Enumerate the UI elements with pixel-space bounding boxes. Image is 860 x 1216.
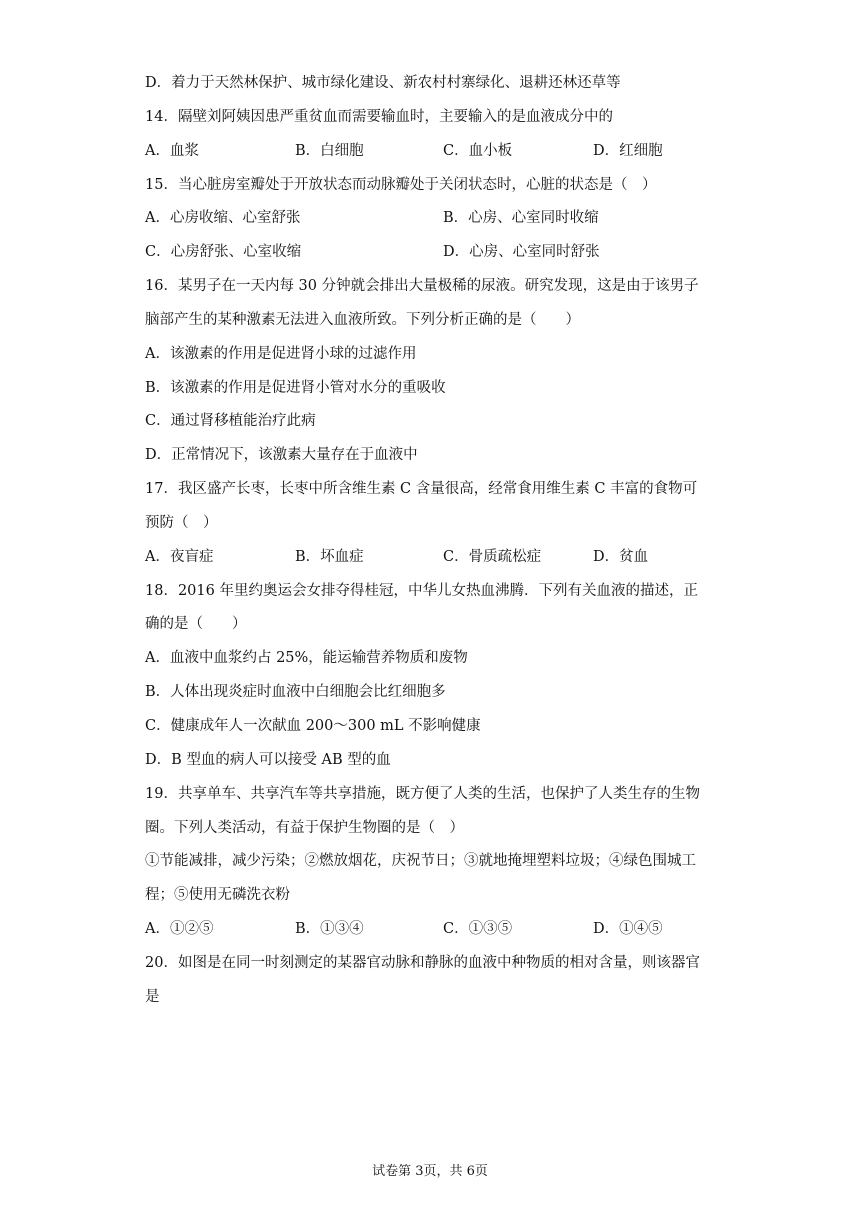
q16-option-c: C．通过肾移植能治疗此病 (145, 413, 316, 429)
q15-option-c: C．心房舒张、心室收缩 (145, 244, 302, 260)
q16-option-d: D．正常情况下，该激素大量存在于血液中 (145, 447, 418, 463)
q20-stem-line1: 20．如图是在同一时刻测定的某器官动脉和静脉的血液中种物质的相对含量，则该器官 (145, 955, 700, 971)
q17-option-c: C．骨质疏松症 (443, 549, 542, 565)
q16-stem-line1: 16．某男子在一天内每 30 分钟就会排出大量极稀的尿液。研究发现，这是由于该男子 (145, 278, 699, 294)
q16-option-a: A．该激素的作用是促进肾小球的过滤作用 (145, 346, 417, 362)
q15-option-d: D．心房、心室同时舒张 (443, 244, 600, 260)
q14-option-a: A．血浆 (145, 143, 199, 159)
q18-option-a: A．血液中血浆约占 25%，能运输营养物质和废物 (145, 650, 468, 666)
q14-stem: 14．隔壁刘阿姨因患严重贫血而需要输血时，主要输入的是血液成分中的 (145, 109, 613, 125)
q17-option-b: B．坏血症 (295, 549, 364, 565)
q18-option-c: C．健康成年人一次献血 200～300 mL 不影响健康 (145, 718, 481, 734)
q20-stem-line2: 是 (145, 989, 160, 1005)
q15-option-b: B．心房、心室同时收缩 (443, 210, 599, 226)
q16-option-b: B．该激素的作用是促进肾小管对水分的重吸收 (145, 380, 446, 396)
q18-stem-line2: 确的是（ ） (145, 616, 247, 632)
page-footer: 试卷第 3页，共 6页 (372, 1164, 488, 1179)
q19-choices-line1: ①节能减排，减少污染；②燃放烟花，庆祝节日；③就地掩埋塑料垃圾；④绿色围城工 (145, 853, 696, 869)
q18-option-b: B．人体出现炎症时血液中白细胞会比红细胞多 (145, 684, 446, 700)
q14-option-b: B．白细胞 (295, 143, 364, 159)
q19-option-c: C．①③⑤ (443, 921, 513, 937)
q15-option-a: A．心房收缩、心室舒张 (145, 210, 301, 226)
q19-option-a: A．①②⑤ (145, 921, 214, 937)
q13-option-d: D．着力于天然林保护、城市绿化建设、新农村村寨绿化、退耕还林还草等 (145, 75, 621, 91)
q19-stem-line2: 圈。下列人类活动，有益于保护生物圈的是（ ） (145, 820, 464, 836)
q16-stem-line2: 脑部产生的某种激素无法进入血液所致。下列分析正确的是（ ） (145, 312, 580, 328)
q17-stem-line2: 预防（ ） (145, 515, 218, 531)
q17-option-a: A．夜盲症 (145, 549, 214, 565)
q19-stem-line1: 19．共享单车、共享汽车等共享措施，既方便了人类的生活，也保护了人类生存的生物 (145, 786, 700, 802)
q19-choices-line2: 程；⑤使用无磷洗衣粉 (145, 887, 290, 903)
q14-option-d: D．红细胞 (593, 143, 663, 159)
q19-option-b: B．①③④ (295, 921, 364, 937)
q19-option-d: D．①④⑤ (593, 921, 663, 937)
q17-option-d: D．贫血 (593, 549, 649, 565)
q18-stem-line1: 18．2016 年里约奥运会女排夺得桂冠，中华儿女热血沸腾．下列有关血液的描述，正 (145, 583, 698, 599)
q17-stem-line1: 17．我区盛产长枣，长枣中所含维生素 C 含量很高，经常食用维生素 C 丰富的食物可 (145, 481, 698, 497)
q15-stem: 15．当心脏房室瓣处于开放状态而动脉瓣处于关闭状态时，心脏的状态是（ ） (145, 177, 657, 193)
q18-option-d: D．B 型血的病人可以接受 AB 型的血 (145, 752, 391, 768)
q14-option-c: C．血小板 (443, 143, 513, 159)
